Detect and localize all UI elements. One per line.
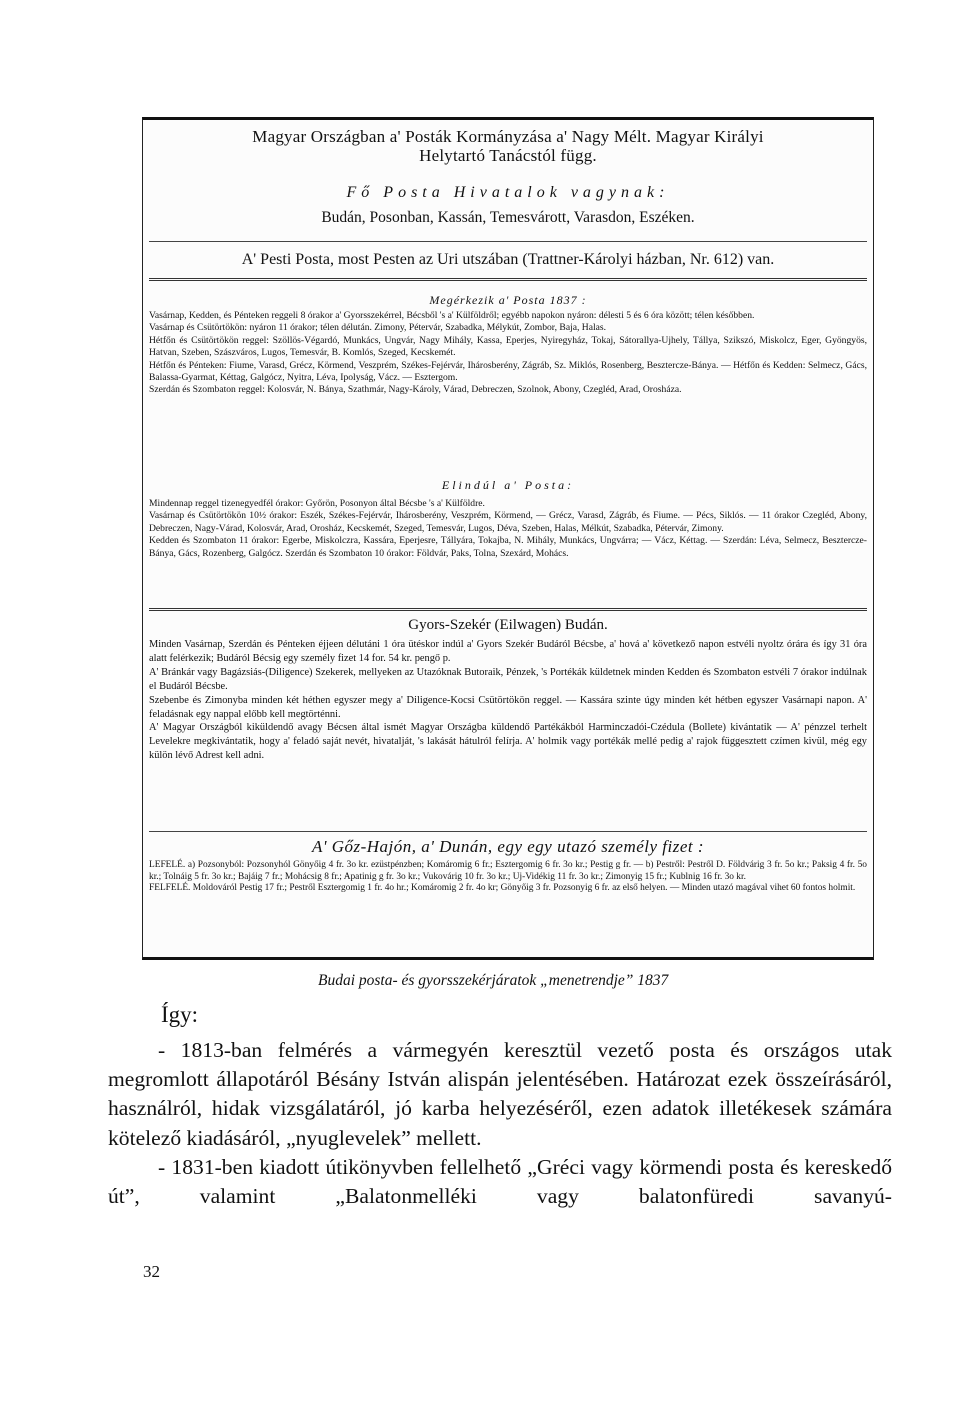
steamboat-fares <box>143 860 873 895</box>
schedule-line: Vasárnap és Csütörtökön 10½ órakor: Eszék, Székes-Fejérvár, Ihárosberény, Veszprém, Körmend, — Grécz, Varasd, Zágráb, és Fiume. — Pécs, Siklós. — 11 órakor Czegléd, Abony, Debreczen, Nagy-Várad, Kolosvár, Arad, Orosház, Kecskemét, Szeged, Temesvár, Lugos, Déva, Szeben, Halas, Mélkút, Szabadka, Pétervár, Zimony. <box>149 510 867 534</box>
coach-paragraph: Minden Vasárnap, Szerdán és Pénteken éjjeen délutáni 1 óra ütéskor indúl a' Gyors Szekér Budáról Bécsbe, a' hová a' következő napon estvéli nyoltz órára és így 31 óra alatt felérkezik; Budáról Bécsig egy személy fizet 14 for. 54 kr. pengő p. <box>149 639 867 664</box>
divider <box>149 241 867 242</box>
schedule-line: Hétfőn és Pénteken: Fiume, Varasd, Grécz, Körmend, Veszprém, Székes-Fejérvár, Ihárosberény, Zágráb, Sz. Miklós, Rosenberg, Besztercze-Bánya. — Hétfőn és Kedden: Selmecz, Gács, Balassa-Gyarmat, Kéttag, Galgócz, Nyitra, Léva, Ipolyság, Vácz. — Esztergom. <box>149 359 867 384</box>
panel-title-line1: Magyar Országban a' Posták Kormányzása a' Nagy Mélt. Magyar Királyi <box>252 127 764 146</box>
express-coach-text <box>143 638 873 763</box>
panel-title-line2: Helytartó Tanácstól függ. <box>419 146 597 165</box>
main-offices-cities: Budán, Posonban, Kassán, Temesvárott, Varasdon, Eszéken. <box>321 209 695 226</box>
divider <box>149 608 867 611</box>
arrival-heading: Megérkezik a' Posta 1837 : <box>429 293 587 307</box>
arrival-schedule <box>143 310 873 397</box>
schedule-line: Vasárnap, Kedden, és Pénteken reggeli 8 órakor a' Gyorsszekérrel, Bécsből 's a' Külföldről; egyébb napokon nyáron: délesti 5 és 6 óra között; télen későbben. <box>149 310 755 321</box>
figure-caption: Budai posta- és gyorsszekérjáratok „menetrendje” 1837 <box>318 972 669 989</box>
coach-paragraph: A' Bránkár vagy Bagázsiás-(Diligence) Szekerek, mellyeken az Utazóknak Butoraik, Pénzek, 's Portékák küldetnek minden Kedden és Szombaton estvéli 7 órakor indúlnak el Budáról Bécsbe. <box>149 666 867 692</box>
page-number: 32 <box>143 1262 160 1281</box>
panel-title <box>143 127 873 165</box>
schedule-line: Hétfőn és Csütörtökön reggel: Szöllös-Végardó, Munkács, Ungvár, Nagy Mihály, Kassa, Eperjes, Nyiregyház, Tokaj, Sátorallya-Ujhely, Tállya, Szikszó, Miskolcz, Eger, Gyöngyös, Hatvan, Szeben, Szászváros, Lugos, Temesvár, B. Komlós, Szeged, Kecskemét. <box>149 334 867 359</box>
fare-line-downstream: LEFELÉ. a) Pozsonyból: Pozsonyhól Gönyőig 4 fr. 3o kr. ezüstpénzben; Komáromig 6 fr.; Esztergomig 6 fr. 3o kr.; Pestig g fr. — b) Pestről: Pestről D. Földvárig 3 fr. 5o kr.; Paksig 4 fr. 5o kr.; Tolnáig 5 fr. 3o kr.; Bajáig 7 fr.; Mohácsig 8 fr.; Apatinig g fr. 3o kr.; Vukovárig 10 fr. 3o kr.; Uj-Vidékig 11 fr. 3o kr.; Zimonyig 15 fr.; Kublnig 16 fr. 3o kr. <box>149 860 867 882</box>
divider <box>149 278 867 281</box>
section-lead: Így: <box>161 1002 199 1027</box>
departure-schedule <box>143 498 873 560</box>
schedule-line: Vasárnap és Csütörtökön: nyáron 11 órakor; télen délután. Zimony, Pétervár, Szabadka, Mélykút, Zombor, Baja, Halas. <box>149 322 607 334</box>
body-text <box>108 1036 892 1211</box>
divider <box>149 831 867 832</box>
body-paragraph: - 1831-ben kiadott útikönyvben fellelhető „Gréci vagy körmendi posta és kereskedő út”, valamint „Balatonmelléki vagy balatonfüredi savanyú- <box>108 1154 892 1209</box>
body-paragraph: - 1813-ban felmérés a vármegyén keresztül vezető posta és országos utak megromlott állapotáról Bésány István alispán jelentésében. Határozat ezek összeírásáról, használról, hidak vizsgálatáról, jó karba helyezéséről, ezen adatok illetékesek számára kötelező kiadásáról, „nyuglevelek” mellett. <box>108 1038 892 1150</box>
coach-paragraph: Szebenbe és Zimonyba minden két héthen egyszer megy a' Diligence-Kocsi Csütörtökön reggel. — Kassára szinte úgy minden két hétben egyszer Vasárnapi napon. A' feladásnak egy nappal előbb kell megtörténni. <box>149 694 867 720</box>
schedule-line: Mindennap reggel tizenegyedfél órakor: Győrön, Posonyon által Bécsbe 's a' Külföldre. <box>149 498 485 509</box>
express-coach-heading: Gyors-Szekér (Eilwagen) Budán. <box>408 617 608 633</box>
fare-line-upstream: FELFELÉ. Moldováról Pestig 17 fr.; Pestről Esztergomig 1 fr. 4o hr.; Komáromig 2 fr. 4o kr; Gönyőig 3 fr. Pozsonyig 6 fr. az első helyen. — Minden utazó magával vihet 60 fontos holmit. <box>149 883 856 894</box>
steamboat-heading: A' Gőz-Hajón, a' Dunán, egy egy utazó személy fizet : <box>311 837 705 856</box>
main-offices-heading: Fő Posta Hivatalok vagynak: <box>346 184 670 201</box>
coach-paragraph: A' Magyar Országból kiküldendő avagy Bécsen által ismét Magyar Országba küldendő Partékákból Harminczadói-Czédula (Bollete) kivántatik — A' pénzzel terhelt Levelekre megkivántatik, hogy a' feladó saját nevét, hivatalját, 's lakását hátulról felírja. A' holmik vagy portékák mellé pedig a' rajok függesztett czímen kivül, még egy külön lévő Adrest kell adni. <box>149 722 867 762</box>
departure-heading: Elindúl a' Posta: <box>441 478 575 492</box>
timetable-scan <box>142 117 874 960</box>
schedule-line: Kedden és Szombaton 11 órakor: Egerbe, Miskolczra, Kassára, Eperjesre, Tállyára, Tokajba, N. Mihály, Munkács, Ungvárra; — Vácz, Kéttag. — Szerdán: Léva, Selmecz, Besztercze-Bánya, Gács, Rozenberg, Galgócz. Szerdán és Szombaton 10 órakor: Földvár, Paks, Tolna, Szexárd, Mohács. <box>149 535 867 559</box>
schedule-line: Szerdán és Szombaton reggel: Kolosvár, N. Bánya, Szathmár, Nagy-Károly, Várad, Debreczen, Szolnok, Abony, Czegléd, Arad, Orosháza. <box>149 384 682 396</box>
pest-post-line: A' Pesti Posta, most Pesten az Uri utszában (Trattner-Károlyi házban, Nr. 612) van. <box>241 251 775 268</box>
